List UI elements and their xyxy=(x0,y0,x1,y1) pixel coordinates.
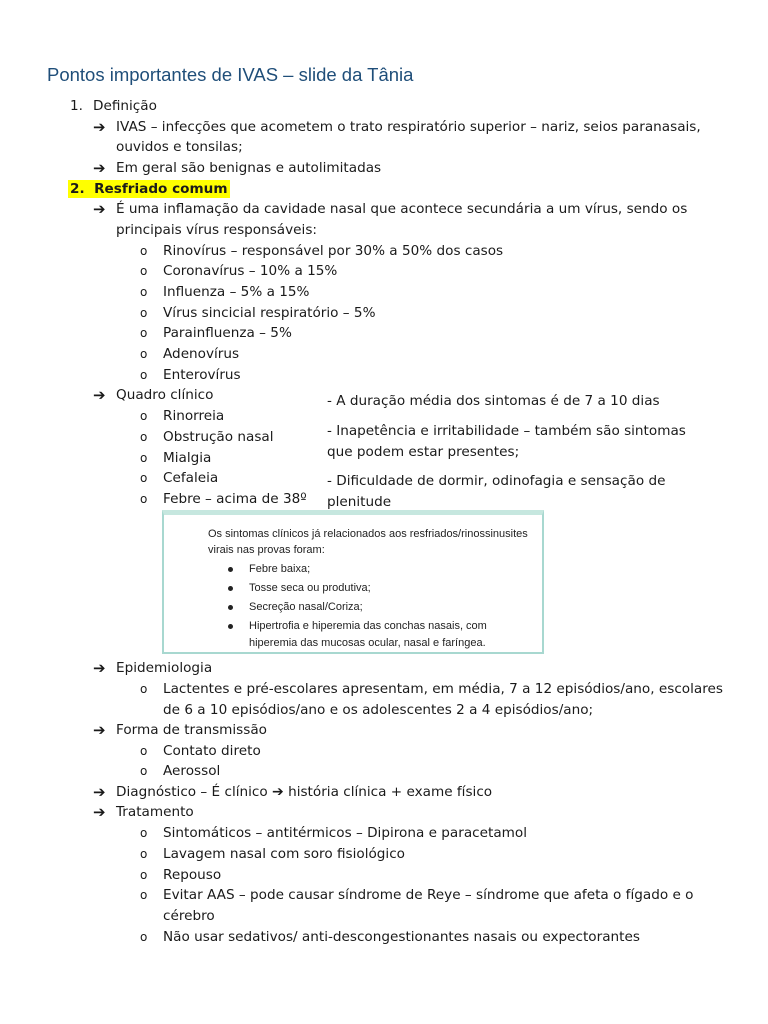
bullet-dot-icon xyxy=(228,586,233,591)
virus-item: Parainfluenza – 5% xyxy=(163,325,292,341)
bullet-icon: o xyxy=(140,430,148,444)
bullet-icon: o xyxy=(140,451,148,465)
figure-item xyxy=(208,561,538,578)
diagnostico-line xyxy=(116,782,492,802)
transmissao-heading: Forma de transmissão xyxy=(116,722,267,738)
quadro-clinico-heading: Quadro clínico xyxy=(116,387,214,403)
tratamento-aas-line-1: Evitar AAS – pode causar síndrome de Reye – síndrome que afeta o fígado e o xyxy=(163,887,694,903)
bullet-icon: o xyxy=(140,764,148,778)
figure-list xyxy=(208,561,538,654)
virus-item: Enterovírus xyxy=(163,367,241,383)
definition-line-1: IVAS – infecções que acometem o trato respiratório superior – nariz, seios paranasais, xyxy=(116,119,701,135)
arrow-icon: ➔ xyxy=(93,803,106,821)
bullet-icon: o xyxy=(140,347,148,361)
tratamento-item: Repouso xyxy=(163,867,222,883)
bullet-icon: o xyxy=(140,326,148,340)
bullet-icon: o xyxy=(140,888,148,902)
epidemiologia-heading: Epidemiologia xyxy=(116,660,213,676)
virus-item: Vírus sincicial respiratório – 5% xyxy=(163,305,376,321)
bullet-icon: o xyxy=(140,244,148,258)
bullet-icon: o xyxy=(140,682,148,696)
note-duration: - A duração média dos sintomas é de 7 a 10 dias xyxy=(327,393,660,409)
virus-item: Influenza – 5% a 15% xyxy=(163,284,310,300)
arrow-icon: ➔ xyxy=(272,784,284,800)
transmissao-item: Aerossol xyxy=(163,763,221,779)
bullet-icon: o xyxy=(140,744,148,758)
arrow-icon: ➔ xyxy=(93,159,106,177)
definition-line-2: ouvidos e tonsilas; xyxy=(116,139,243,155)
arrow-icon: ➔ xyxy=(93,118,106,136)
cold-definition-line-1: É uma inflamação da cavidade nasal que acontece secundária a um vírus, sendo os xyxy=(116,201,688,217)
transmissao-item: Contato direto xyxy=(163,743,261,759)
bullet-icon: o xyxy=(140,847,148,861)
diagnostico-part-b: história clínica + exame físico xyxy=(288,784,493,800)
figure-item xyxy=(208,580,538,597)
arrow-icon: ➔ xyxy=(93,721,106,739)
page-title: Pontos importantes de IVAS – slide da Tânia xyxy=(47,64,414,85)
arrow-icon: ➔ xyxy=(93,200,106,218)
symptoms-figure xyxy=(162,510,544,654)
tratamento-item: Não usar sedativos/ anti-descongestionantes nasais ou expectorantes xyxy=(163,929,640,945)
virus-item: Adenovírus xyxy=(163,346,240,362)
section-1-number: 1. xyxy=(70,98,83,114)
figure-item-text: Hipertrofia e hiperemia das conchas nasais, com hiperemia das mucosas ocular, nasal e faríngea. xyxy=(249,620,487,649)
section-2-heading xyxy=(68,179,230,199)
bullet-icon: o xyxy=(140,471,148,485)
tratamento-heading: Tratamento xyxy=(116,804,194,820)
virus-item: Rinovírus – responsável por 30% a 50% dos casos xyxy=(163,243,504,259)
note-dificuldade: - Dificuldade de dormir, odinofagia e sensação de plenitude xyxy=(327,473,666,510)
figure-item-text: Febre baixa; xyxy=(249,563,311,575)
section-2-highlight: 2. Resfriado comum xyxy=(70,181,228,197)
section-1-heading: Definição xyxy=(93,98,157,114)
bullet-icon: o xyxy=(140,409,148,423)
bullet-icon: o xyxy=(140,264,148,278)
virus-item: Coronavírus – 10% a 15% xyxy=(163,263,338,279)
figure-item-text: Secreção nasal/Coriza; xyxy=(249,601,363,613)
bullet-dot-icon xyxy=(228,567,233,572)
epidemiologia-line-2: de 6 a 10 episódios/ano e os adolescentes 2 a 4 episódios/ano; xyxy=(163,702,594,718)
symptom-item: Febre – acima de 38º xyxy=(163,491,307,507)
tratamento-aas-line-2: cérebro xyxy=(163,908,215,924)
figure-item xyxy=(208,618,538,652)
bullet-icon: o xyxy=(140,930,148,944)
symptom-item: Rinorreia xyxy=(163,408,225,424)
tratamento-item: Sintomáticos – antitérmicos – Dipirona e paracetamol xyxy=(163,825,528,841)
bullet-dot-icon xyxy=(228,605,233,610)
figure-item-text: Tosse seca ou produtiva; xyxy=(249,582,371,594)
tratamento-item: Lavagem nasal com soro fisiológico xyxy=(163,846,405,862)
arrow-icon: ➔ xyxy=(93,386,106,404)
bullet-icon: o xyxy=(140,306,148,320)
bullet-dot-icon xyxy=(228,624,233,629)
definition-benign: Em geral são benignas e autolimitadas xyxy=(116,160,382,176)
bullet-icon: o xyxy=(140,368,148,382)
bullet-icon: o xyxy=(140,492,148,506)
symptom-item: Mialgia xyxy=(163,450,212,466)
arrow-icon: ➔ xyxy=(93,783,106,801)
bullet-icon: o xyxy=(140,868,148,882)
cold-definition-line-2: principais vírus responsáveis: xyxy=(116,222,317,238)
symptom-item: Cefaleia xyxy=(163,470,219,486)
symptom-item: Obstrução nasal xyxy=(163,429,274,445)
bullet-icon: o xyxy=(140,285,148,299)
note-inapetencia: - Inapetência e irritabilidade – também são sintomas que podem estar presentes; xyxy=(327,423,686,460)
figure-item xyxy=(208,599,538,616)
diagnostico-part-a: Diagnóstico – É clínico xyxy=(116,784,268,800)
arrow-icon: ➔ xyxy=(93,659,106,677)
figure-intro: Os sintomas clínicos já relacionados aos resfriados/rinossinusites virais nas provas foram: xyxy=(208,528,528,556)
epidemiologia-line-1: Lactentes e pré-escolares apresentam, em média, 7 a 12 episódios/ano, escolares xyxy=(163,681,723,697)
bullet-icon: o xyxy=(140,826,148,840)
